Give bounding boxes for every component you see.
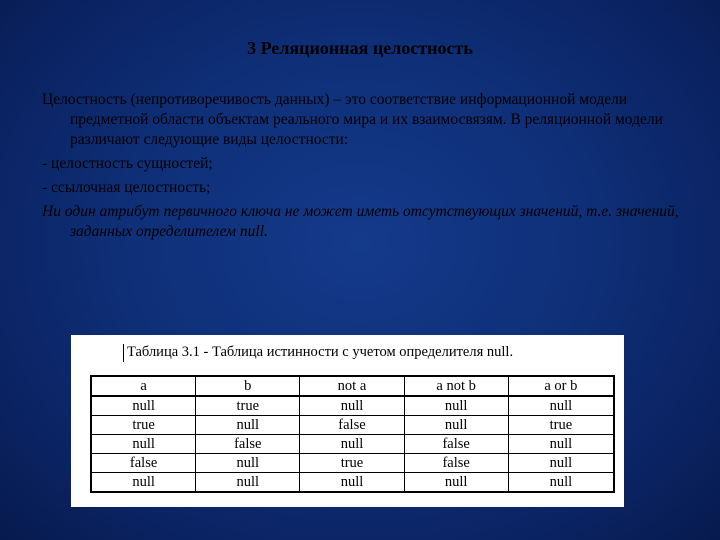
table-caption: Таблица 3.1 - Таблица истинности с учетом определителя null. [127, 344, 514, 360]
table-row [92, 397, 613, 416]
table-cell: null [509, 454, 613, 473]
list-item-entity-integrity: - целостность сущностей; [42, 155, 213, 172]
header-cell: b [196, 377, 300, 397]
table-cell: null [300, 473, 404, 491]
table-cell: null [92, 435, 196, 454]
table-cell: false [300, 416, 404, 435]
slide-body [42, 90, 682, 246]
header-cell: a or b [509, 377, 613, 397]
truth-table-card [71, 335, 624, 507]
table-cell: null [300, 435, 404, 454]
table-cell: true [509, 416, 613, 435]
table-row [92, 473, 613, 491]
table-cell: true [196, 397, 300, 416]
table-cell: true [92, 416, 196, 435]
table-cell: null [196, 416, 300, 435]
table-cell: null [405, 416, 509, 435]
table-row [92, 416, 613, 435]
header-cell: a not b [405, 377, 509, 397]
table-cell: null [405, 473, 509, 491]
table-cell: null [196, 473, 300, 491]
table-header-row [92, 377, 613, 397]
table-cell: null [405, 397, 509, 416]
table-cell: true [300, 454, 404, 473]
table-cell: false [196, 435, 300, 454]
table-row [92, 454, 613, 473]
slide-title: 3 Реляционная целостность [247, 38, 473, 58]
header-cell: a [92, 377, 196, 397]
header-cell: not a [300, 377, 404, 397]
table-cell: null [92, 473, 196, 491]
table-cell: false [405, 454, 509, 473]
table-cell: null [549, 474, 573, 490]
note-paragraph: Ни один атрибут первичного ключа не может иметь отсутствующих значений, т.е. значений, заданных определителем null. [42, 203, 679, 240]
table-cell: null [92, 397, 196, 416]
intro-paragraph: Целостность (непротиворечивость данных) – это соответствие информационной модели предметной области объектам реального мира и их взаимосвязям. В реляционной модели различают следующие виды целостности: [42, 91, 663, 148]
table-cell: false [92, 454, 196, 473]
list-item-referential-integrity: - ссылочная целостность; [42, 179, 211, 196]
table-cell: null [509, 435, 613, 454]
table-cell: null [509, 397, 613, 416]
table-row [92, 435, 613, 454]
table-cell: null [196, 454, 300, 473]
table-cell: null [300, 397, 404, 416]
truth-table [90, 375, 615, 493]
table-cell: false [405, 435, 509, 454]
